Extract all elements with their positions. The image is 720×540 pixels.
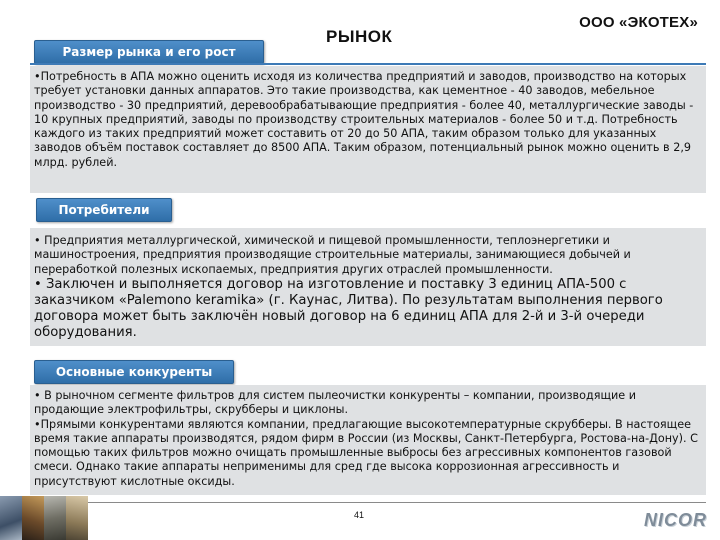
competitors-text-2: •Прямыми конкурентами являются компании, предлагающие высокотемпературные скрубберы. В настоящее время такие аппараты производятся, рядом фирм в России (из Москвы, Санкт-Петербурга, Ростова-на-Дону). С помощью таких фильтров можно очищать промышленные выбросы без агрессивных компонентов газовой смеси. Однако такие аппараты неприменимы для сред где высока коррозионная агрессивность и присутствуют кислотные оксиды. bbox=[34, 417, 698, 488]
contract-text: • Заключен и выполняется договор на изготовление и поставку 3 единиц АПА-500 с заказчиком «Palemono keramika» (г. Каунас, Литва). По результатам выполнения первого договора может быть заключён новый договор на 6 единиц АПА для 2-й и 3-й очереди оборудования. bbox=[34, 276, 663, 340]
competitors-text-1: • В рыночном сегменте фильтров для систем пылеочистки конкуренты – компании, производящие и продающие электрофильтры, скрубберы и циклоны. bbox=[34, 389, 636, 417]
industrial-photo-2 bbox=[22, 496, 44, 540]
industrial-photo-4 bbox=[66, 496, 88, 540]
competitors-text-block bbox=[34, 389, 698, 489]
footer-divider bbox=[88, 502, 706, 503]
company-name: ООО «ЭКОТЕХ» bbox=[579, 14, 698, 31]
consumers-text-block bbox=[34, 234, 698, 341]
section-label-competitors: Основные конкуренты bbox=[34, 360, 234, 384]
footer bbox=[0, 496, 720, 540]
market-text: •Потребность в АПА можно оценить исходя из количества предприятий и заводов, производство на которых требует установки данных аппаратов. Это такие производства, как цементное - 40 заводов, мебельное производство - 30 предприятий, деревообрабатывающие предприятия - более 40, металлургические заводы - 10 крупных предприятий, заводы по производству строительных материалов - более 50 и т.д. Потребность каждого из таких предприятий может составить от 20 до 50 АПА, таким образом только для указанных заводов объём поставок составляет до 8500 АПА. Таким образом, потенциальный рынок можно оценить в 2,9 млрд. рублей. bbox=[34, 70, 694, 169]
section-label-consumers: Потребители bbox=[36, 198, 172, 222]
nicor-logo: NICOR bbox=[644, 510, 707, 530]
page-number: 41 bbox=[354, 510, 365, 520]
consumers-text: • Предприятия металлургической, химической и пищевой промышленности, теплоэнергетики и машиностроения, предприятия производящие строительные материалы, занимающиеся добычей и переработкой полезных ископаемых, предприятия других отраслей промышленности. bbox=[34, 234, 631, 276]
footer-photo-strip bbox=[0, 496, 88, 540]
industrial-photo-1 bbox=[0, 496, 22, 540]
section-label-market: Размер рынка и его рост bbox=[34, 40, 264, 64]
industrial-photo-3 bbox=[44, 496, 66, 540]
header-divider bbox=[30, 63, 706, 65]
page-title: РЫНОК bbox=[326, 27, 393, 46]
